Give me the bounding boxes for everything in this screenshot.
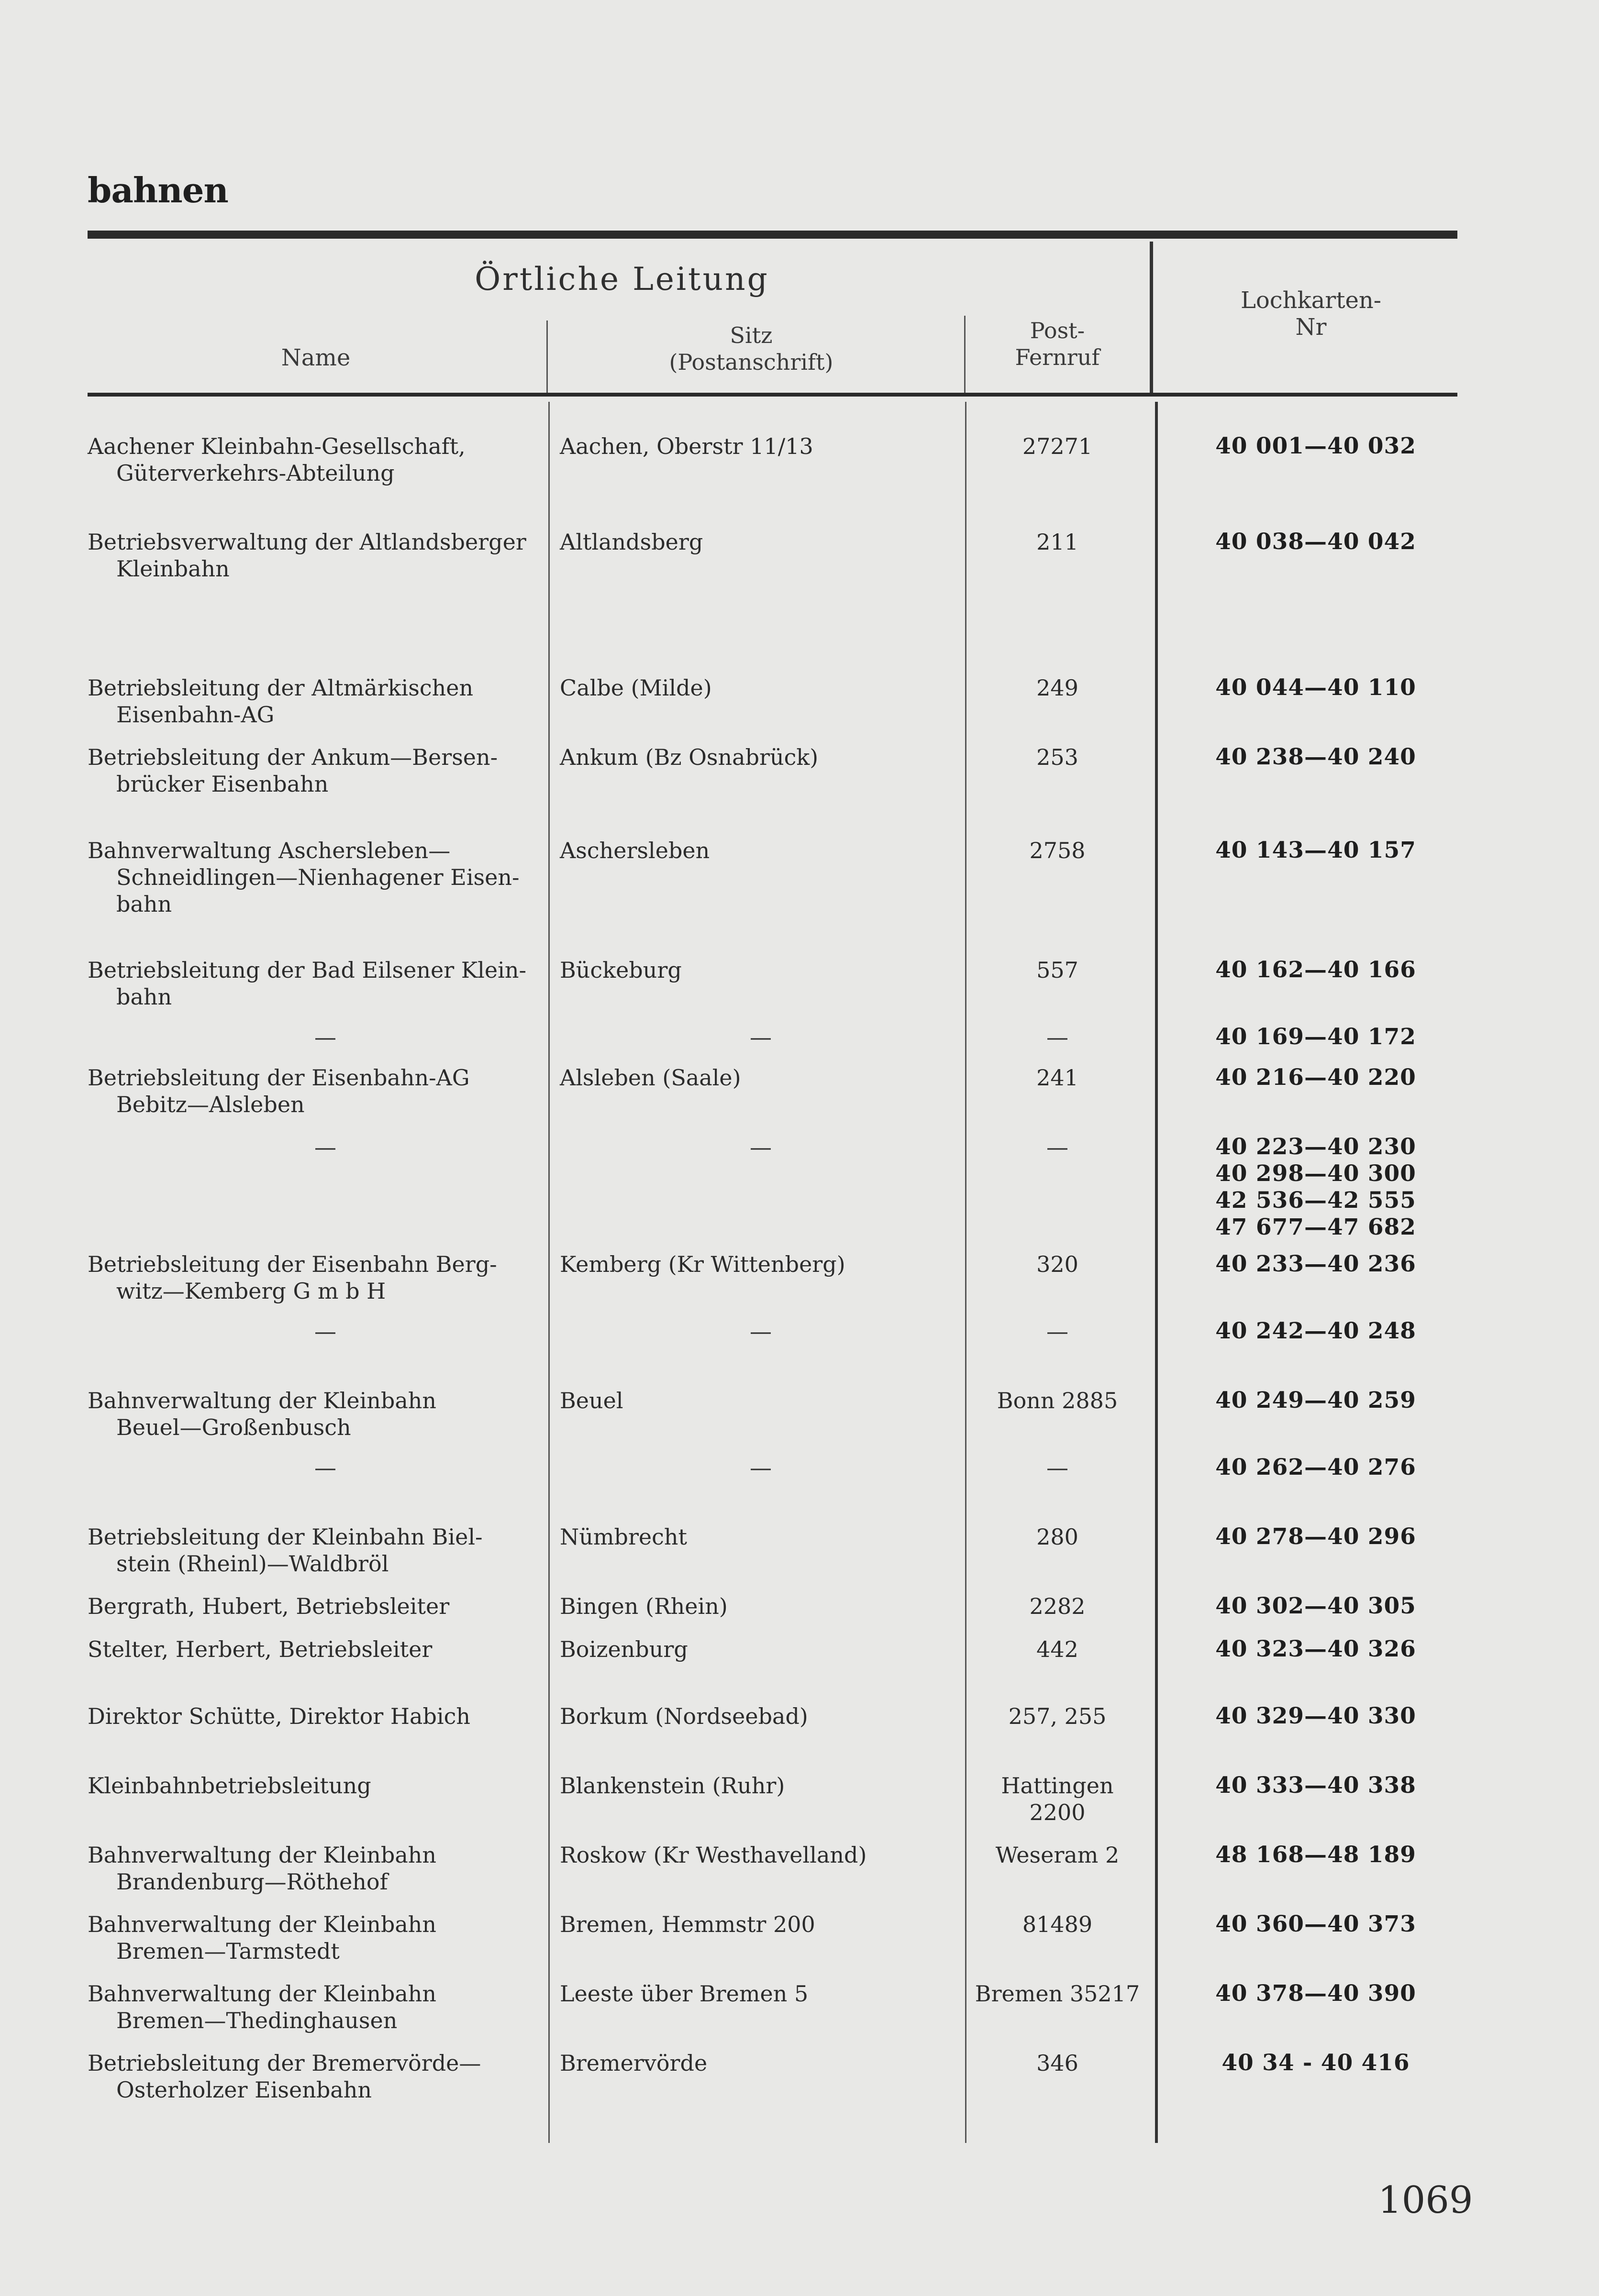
row-14-name [88,1523,544,1577]
row-19-post-fernruf [969,1842,1146,1868]
name-line: Bahnverwaltung der Kleinbahn [88,1911,437,1937]
name-line: brücker Eisenbahn [116,771,329,797]
row-3-lochkarten-nr [1177,674,1455,701]
row-2-post-fernruf [969,529,1146,555]
sitz-value: — [750,1024,772,1050]
row-9-post-fernruf [969,1134,1146,1160]
post-value: 253 [1036,744,1078,770]
sitz-value: Alsleben (Saale) [560,1065,741,1091]
sitz-value: Bückeburg [560,957,682,983]
row-21-sitz [560,1980,957,2007]
name-line: Betriebsleitung der Altmärkischen [88,675,474,701]
post-value: 2200 [1029,1799,1086,1825]
row-11-post-fernruf [969,1318,1146,1345]
lochkarten-range: 40 169—40 172 [1215,1024,1416,1050]
row-15-post-fernruf [969,1593,1146,1620]
lochkarten-range: 40 038—40 042 [1215,529,1416,555]
row-22-name [88,2050,544,2103]
row-3-name [88,674,544,728]
name-line: Schneidlingen—Nienhagener Eisen- [116,864,520,890]
header-sitz-line2: (Postanschrift) [669,349,833,375]
name-line: Bebitz—Alsleben [116,1092,305,1117]
row-15-lochkarten-nr [1177,1593,1455,1620]
row-5-sitz [560,837,957,864]
sitz-value: Altlandsberg [560,529,703,555]
name-line: witz—Kemberg G m b H [116,1278,386,1304]
lochkarten-range: 40 298—40 300 [1215,1160,1416,1187]
lochkarten-range: 48 168—48 189 [1215,1842,1416,1868]
section-heading: bahnen [88,170,228,210]
post-value: 241 [1036,1065,1078,1091]
header-lochkarten-line1: Lochkarten- [1240,287,1382,314]
top-thick-rule [88,231,1457,239]
row-4-post-fernruf [969,744,1146,771]
lochkarten-range: 40 360—40 373 [1215,1911,1416,1937]
row-7-lochkarten-nr [1177,1024,1455,1050]
sitz-value: Beuel [560,1388,623,1413]
name-dash: — [314,1318,336,1344]
row-8-name [88,1064,544,1118]
name-line: Betriebsleitung der Bremervörde— [88,2050,481,2076]
row-11-sitz [703,1318,818,1345]
sitz-value: Boizenburg [560,1636,688,1662]
row-8-post-fernruf [969,1064,1146,1091]
sitz-value: Kemberg (Kr Wittenberg) [560,1251,845,1277]
row-17-sitz [560,1703,957,1730]
row-12-post-fernruf [969,1387,1146,1414]
row-22-lochkarten-nr [1177,2050,1455,2076]
sitz-value: Nümbrecht [560,1524,688,1550]
lochkarten-range: 40 216—40 220 [1215,1064,1416,1091]
name-line: Direktor Schütte, Direktor Habich [88,1703,470,1729]
lochkarten-range: 40 044—40 110 [1215,674,1416,701]
lochkarten-range: 40 143—40 157 [1215,837,1416,863]
row-13-post-fernruf [969,1454,1146,1481]
row-10-sitz [560,1251,957,1278]
row-14-sitz [560,1523,957,1550]
name-line: Betriebsverwaltung der Altlandsberger [88,529,526,555]
post-value: 346 [1036,2050,1078,2076]
post-value: 280 [1036,1524,1078,1550]
post-value: — [1046,1134,1068,1160]
lochkarten-range: 40 262—40 276 [1215,1454,1416,1480]
row-5-lochkarten-nr [1177,837,1455,864]
row-16-post-fernruf [969,1636,1146,1663]
name-dash: — [314,1134,336,1160]
row-13-name [220,1454,431,1481]
lochkarten-range: 40 323—40 326 [1215,1636,1416,1662]
post-value: 2758 [1029,838,1086,863]
name-line: Betriebsleitung der Eisenbahn Berg- [88,1251,497,1277]
row-7-name [220,1024,431,1050]
row-8-lochkarten-nr [1177,1064,1455,1091]
row-6-post-fernruf [969,957,1146,983]
post-value: 557 [1036,957,1078,983]
row-19-sitz [560,1842,957,1868]
header-post-line1: Post- [1030,318,1085,343]
row-4-name [88,744,544,797]
column-rule-lochkarten-header [1150,242,1153,393]
row-12-sitz [560,1387,957,1414]
column-rule-post [965,402,966,2143]
row-18-name [88,1772,544,1799]
row-20-sitz [560,1911,957,1938]
post-value: — [1046,1024,1068,1050]
name-line: Eisenbahn-AG [116,702,275,728]
name-dash: — [314,1024,336,1050]
header-oertliche-leitung: Örtliche Leitung [475,261,769,298]
row-20-lochkarten-nr [1177,1911,1455,1938]
header-lochkarten-nr [1158,287,1464,341]
sitz-value: Bremen, Hemmstr 200 [560,1911,815,1937]
header-sitz [555,322,947,375]
row-9-name [220,1134,431,1160]
header-name: Name [281,344,351,371]
lochkarten-range: 40 223—40 230 [1215,1134,1416,1160]
sitz-value: Bremervörde [560,2050,708,2076]
page-number: 1069 [1378,2179,1473,2222]
name-line: Güterverkehrs-Abteilung [116,460,395,486]
lochkarten-range: 40 242—40 248 [1215,1318,1416,1344]
row-5-name [88,837,544,917]
name-line: Beuel—Großenbusch [116,1414,351,1440]
name-line: Bahnverwaltung der Kleinbahn [88,1981,437,2007]
name-line: Bahnverwaltung der Kleinbahn [88,1842,437,1868]
sitz-value: Roskow (Kr Westhavelland) [560,1842,867,1868]
name-line: Bremen—Tarmstedt [116,1938,340,1964]
name-line: bahn [116,984,172,1010]
post-value: 249 [1036,675,1078,701]
row-12-name [88,1387,544,1441]
name-line: Betriebsleitung der Ankum—Bersen- [88,744,498,770]
name-line: Bremen—Thedinghausen [116,2008,398,2033]
lochkarten-range: 40 302—40 305 [1215,1593,1416,1619]
row-20-name [88,1911,544,1965]
post-value: 257, 255 [1008,1703,1107,1729]
row-11-name [220,1318,431,1345]
row-9-sitz [703,1134,818,1160]
name-line: Aachener Kleinbahn-Gesellschaft, [88,433,466,459]
row-1-lochkarten-nr [1177,433,1455,460]
row-14-lochkarten-nr [1177,1523,1455,1550]
row-17-name [88,1703,544,1730]
row-17-post-fernruf [969,1703,1146,1730]
lochkarten-range: 40 378—40 390 [1215,1980,1416,2007]
row-10-name [88,1251,544,1304]
row-9-lochkarten-nr [1177,1134,1455,1241]
name-line: Kleinbahn [116,556,230,582]
post-value: — [1046,1318,1068,1344]
row-15-name [88,1593,544,1620]
row-5-post-fernruf [969,837,1146,864]
post-value: 442 [1036,1636,1078,1662]
row-7-sitz [703,1024,818,1050]
row-19-lochkarten-nr [1177,1842,1455,1868]
row-18-sitz [560,1772,957,1799]
row-22-post-fernruf [969,2050,1146,2076]
sitz-value: Aschersleben [560,838,710,863]
column-rule-sitz-header [546,320,548,393]
sitz-value: Calbe (Milde) [560,675,712,701]
row-10-post-fernruf [969,1251,1146,1278]
lochkarten-range: 40 333—40 338 [1215,1772,1416,1799]
sitz-value: Leeste über Bremen 5 [560,1981,809,2007]
name-line: Betriebsleitung der Eisenbahn-AG [88,1065,470,1091]
sitz-value: Borkum (Nordseebad) [560,1703,808,1729]
header-post-fernruf [966,317,1148,371]
post-value: 320 [1036,1251,1078,1277]
row-2-name [88,529,544,582]
row-13-sitz [703,1454,818,1481]
name-dash: — [314,1455,336,1480]
row-18-post-fernruf [969,1772,1146,1826]
sitz-value: — [750,1455,772,1480]
row-21-lochkarten-nr [1177,1980,1455,2007]
name-line: Betriebsleitung der Kleinbahn Biel- [88,1524,483,1550]
lochkarten-range: 40 278—40 296 [1215,1523,1416,1550]
lochkarten-range: 40 34 - 40 416 [1221,2050,1410,2076]
column-rule-post-header [964,316,966,393]
row-7-post-fernruf [969,1024,1146,1050]
name-line: Betriebsleitung der Bad Eilsener Klein- [88,957,526,983]
sitz-value: Blankenstein (Ruhr) [560,1773,785,1799]
column-rule-sitz [548,402,550,2143]
row-19-name [88,1842,544,1895]
row-22-sitz [560,2050,957,2076]
row-13-lochkarten-nr [1177,1454,1455,1481]
row-18-lochkarten-nr [1177,1772,1455,1799]
row-4-sitz [560,744,957,771]
sitz-value: — [750,1134,772,1160]
name-line: Kleinbahnbetriebsleitung [88,1773,371,1799]
row-10-lochkarten-nr [1177,1251,1455,1278]
name-line: bahn [116,891,172,917]
row-11-lochkarten-nr [1177,1318,1455,1345]
row-8-sitz [560,1064,957,1091]
row-3-post-fernruf [969,674,1146,701]
row-1-post-fernruf [969,433,1146,460]
row-6-sitz [560,957,957,983]
name-line: Bahnverwaltung der Kleinbahn [88,1388,437,1413]
post-value: Weseram 2 [995,1842,1120,1868]
name-line: Bahnverwaltung Aschersleben— [88,838,451,863]
post-value: — [1046,1455,1068,1480]
header-lochkarten-line2: Nr [1295,314,1327,341]
row-17-lochkarten-nr [1177,1703,1455,1730]
lochkarten-range: 40 238—40 240 [1215,744,1416,770]
post-value: Bremen 35217 [975,1981,1140,2007]
row-16-lochkarten-nr [1177,1636,1455,1663]
row-1-name [88,433,544,486]
post-value: 2282 [1029,1593,1086,1619]
row-3-sitz [560,674,957,701]
lochkarten-range: 40 249—40 259 [1215,1387,1416,1413]
name-line: stein (Rheinl)—Waldbröl [116,1551,389,1577]
sitz-value: Aachen, Oberstr 11/13 [560,433,813,459]
post-value: 211 [1036,529,1078,555]
lochkarten-range: 40 233—40 236 [1215,1251,1416,1277]
row-15-sitz [560,1593,957,1620]
post-value: 81489 [1022,1911,1093,1937]
row-21-name [88,1980,544,2034]
name-line: Brandenburg—Röthehof [116,1869,388,1895]
row-14-post-fernruf [969,1523,1146,1550]
lochkarten-range: 40 001—40 032 [1215,433,1416,459]
sitz-value: Ankum (Bz Osnabrück) [560,744,819,770]
post-value: Hattingen [1001,1773,1114,1799]
row-12-lochkarten-nr [1177,1387,1455,1414]
lochkarten-range: 40 162—40 166 [1215,957,1416,983]
row-2-lochkarten-nr [1177,529,1455,555]
row-16-sitz [560,1636,957,1663]
row-2-sitz [560,529,957,555]
row-21-post-fernruf [969,1980,1146,2007]
sitz-value: — [750,1318,772,1344]
row-1-sitz [560,433,957,460]
column-rule-lochkarten [1155,402,1158,2143]
name-line: Stelter, Herbert, Betriebsleiter [88,1636,433,1662]
post-value: 27271 [1022,433,1093,459]
lochkarten-range: 42 536—42 555 [1215,1187,1416,1214]
row-20-post-fernruf [969,1911,1146,1938]
post-value: Bonn 2885 [997,1388,1118,1413]
name-line: Bergrath, Hubert, Betriebsleiter [88,1593,450,1619]
lochkarten-range: 47 677—47 682 [1215,1214,1416,1240]
lochkarten-range: 40 329—40 330 [1215,1703,1416,1729]
sitz-value: Bingen (Rhein) [560,1593,728,1619]
header-post-line2: Fernruf [1015,344,1100,370]
row-16-name [88,1636,544,1663]
name-line: Osterholzer Eisenbahn [116,2077,372,2103]
header-sitz-line1: Sitz [730,322,773,348]
row-4-lochkarten-nr [1177,744,1455,771]
row-6-lochkarten-nr [1177,957,1455,983]
header-bottom-rule [88,393,1457,397]
row-6-name [88,957,544,1010]
